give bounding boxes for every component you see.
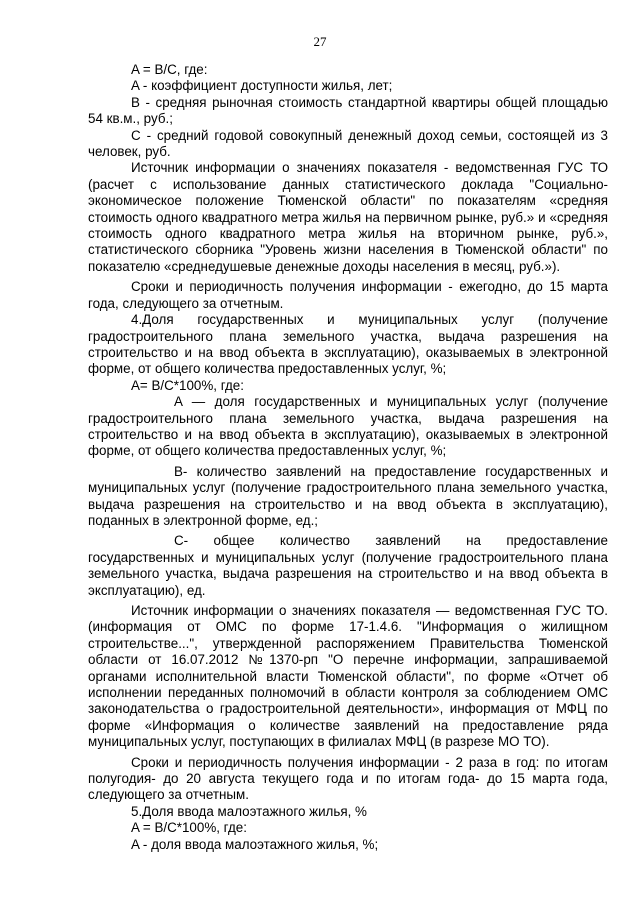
formula-line: A = B/C*100%, где: <box>131 820 247 836</box>
periodicity-paragraph: Сроки и периодичность получения информации - ежегодно, до 15 марта года, следующего за отчетным. <box>88 279 608 311</box>
periodicity-paragraph: Сроки и периодичность получения информации - 2 раза в год: по итогам полугодия- до 20 августа текущего года и по итогам года- до 15 марта года, следующего за отчетным. <box>88 754 608 803</box>
definition-b: B- количество заявлений на предоставление государственных и муниципальных услуг (получение градостроительного плана земельного участка, выдача разрешения на строительство и на ввод объекта в эксплуатацию), поданных в электронной форме, ед.; <box>88 463 608 528</box>
definition-b: B - средняя рыночная стоимость стандартной квартиры общей площадью 54 кв.м., руб.; <box>88 94 608 127</box>
definition-a: A - коэффициент доступности жилья, лет; <box>131 78 393 94</box>
definition-c: C- общее количество заявлений на предоставление государственных и муниципальных услуг (получение градостроительного плана земельного участка, выдача разрешения на строительство и на ввод объекта в эксплуатацию), ед. <box>88 533 608 598</box>
page-number: 27 <box>313 34 327 49</box>
info-source-paragraph: Источник информации о значениях показателя - ведомственная ГУС ТО (расчет с использование данных статистического доклада "Социально-экономическое положение Тюменской области" по показателям «средняя стоимость одного квадратного метра жилья на первичном рынке, руб.» и «средняя стоимость одного квадратного метра жилья на вторичном рынке, руб.», статистического сборника "Уровень жизни населения в Тюменской области" по показателю «среднедушевые денежные доходы населения в месяц, руб.»). <box>88 160 608 274</box>
definition-c: C - средний годовой совокупный денежный доход семьи, состоящей из 3 человек, руб. <box>88 127 608 160</box>
indicator-4-heading: 4.Доля государственных и муниципальных услуг (получение градостроительного плана земельного участка, выдача разрешения на строительство и на ввод объекта в эксплуатацию), оказываемых в электронной форме, от общего количества предоставленных услуг, %; <box>88 312 608 377</box>
document-body <box>88 62 608 853</box>
formula-line: A= B/C*100%, где: <box>131 377 244 393</box>
formula-line: A = B/C, где: <box>131 62 208 77</box>
definition-a: A — доля государственных и муниципальных услуг (получение градостроительного плана земельного участка, выдача разрешения на строительство и на ввод объекта в эксплуатацию), оказываемых в электронной форме, от общего количества предоставленных услуг, %; <box>88 394 608 459</box>
info-source-paragraph: Источник информации о значениях показателя — ведомственная ГУС ТО. (информация от ОМС по форме 17-1.4.6. "Информация о жилищном строительстве...", утвержденной распоряжением Правительства Тюменской области от 16.07.2012 №1370-рп "О перечне информации, запрашиваемой органами исполнительной власти Тюменской области", по форме «Отчет об исполнении переданных полномочий в области контроля за соблюдением ОМС законодательства о градостроительной деятельности», информация от МФЦ по форме «Информация о количестве заявлений на предоставление ряда муниципальных услуг, поступающих в филиалах МФЦ (в разрезе МО ТО). <box>88 603 608 750</box>
indicator-5-heading: 5.Доля ввода малоэтажного жилья, % <box>131 803 367 819</box>
definition-a: A - доля ввода малоэтажного жилья, %; <box>131 836 379 852</box>
